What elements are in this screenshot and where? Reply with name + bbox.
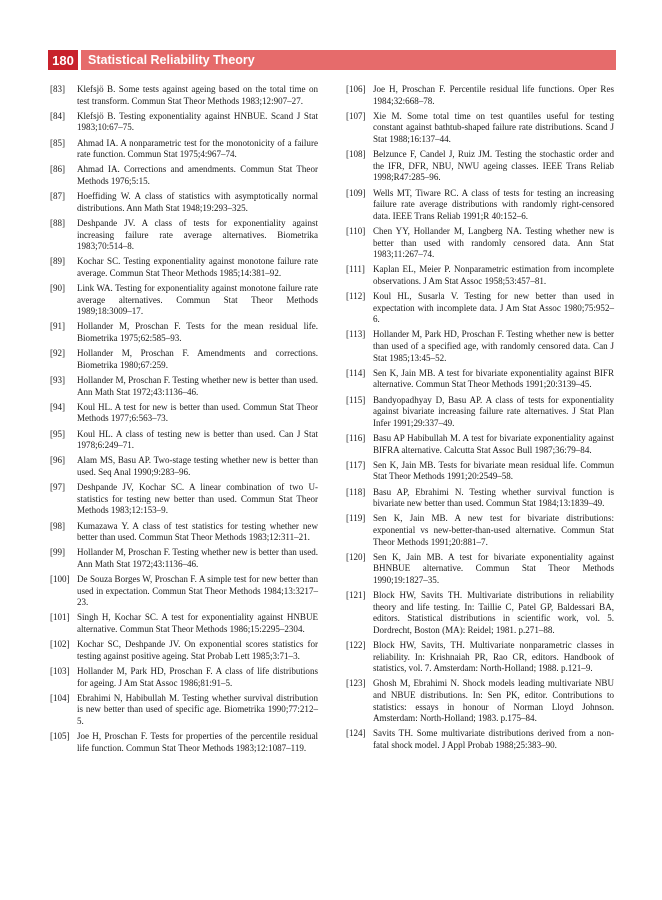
reference-text: Savits TH. Some multivariate distributions derived from a non-fatal shock model. J Appl Probab 1988;25:383–90. bbox=[373, 728, 614, 750]
reference-entry bbox=[50, 666, 318, 689]
reference-number: [101] bbox=[50, 612, 70, 623]
reference-text: Koul HL, Susarla V. Testing for new better than used in expectation with incomplete data. J Am Stat Assoc 1980;75:952–6. bbox=[373, 291, 614, 325]
reference-text: Ebrahimi N, Habibullah M. Testing whether survival distribution is new better than used of specific age. Biometrika 1990;77:212–5. bbox=[77, 692, 318, 726]
reference-text: Joe H, Proschan F. Tests for properties of the percentile residual life function. Commun Stat Theor Methods 1983;12:1087–119. bbox=[77, 731, 318, 753]
reference-text: Block HW, Savits, TH. Multivariate nonparametric classes in reliability. In: Krishnaiah PR, Rao CR, editors. Handbook of statistics, vol. 7. Amsterdam: North-Holland; 1988. p.121–9. bbox=[373, 640, 614, 674]
reference-text: Klefsjö B. Testing exponentiality against HNBUE. Scand J Stat 1983;10:67–75. bbox=[77, 110, 318, 133]
reference-text: Hollander M, Proschan F. Testing whether new is better than used. Ann Math Stat 1972;43:1136–46. bbox=[77, 375, 318, 397]
running-title: Statistical Reliability Theory bbox=[88, 53, 255, 67]
reference-entry bbox=[346, 149, 614, 184]
reference-number: [86] bbox=[50, 164, 66, 175]
reference-entry bbox=[346, 552, 614, 587]
reference-number: [92] bbox=[50, 348, 66, 359]
reference-text: Ahmad IA. A nonparametric test for the monotonicity of a failure rate function. Commun Stat 1975;4:967–74. bbox=[77, 137, 318, 160]
reference-number: [117] bbox=[346, 459, 366, 470]
reference-text: Hollander M, Proschan F. Testing whether new is better than used. Ann Math Stat 1972;43:1136–46. bbox=[77, 547, 318, 569]
reference-entry bbox=[50, 321, 318, 344]
reference-number: [99] bbox=[50, 547, 66, 558]
reference-text: Belzunce F, Candel J, Ruiz JM. Testing the stochastic order and the IFR, DFR, NBU, NWU ageing classes. IEEE Trans Reliab 1998;R47:285–96. bbox=[373, 149, 614, 183]
reference-number: [102] bbox=[50, 639, 70, 650]
reference-number: [112] bbox=[346, 291, 366, 302]
reference-entry bbox=[346, 728, 614, 751]
reference-entry bbox=[50, 574, 318, 609]
header-bar bbox=[81, 50, 616, 70]
reference-entry bbox=[346, 460, 614, 483]
reference-entry bbox=[50, 429, 318, 452]
reference-number: [116] bbox=[346, 432, 366, 443]
reference-text: Sen K, Jain MB. A new test for bivariate distributions: exponential vs new-better-than-used alternative. Commun Stat Theor Methods 1991;20:881–7. bbox=[373, 513, 614, 547]
reference-number: [83] bbox=[50, 84, 66, 94]
reference-text: Kumazawa Y. A class of test statistics for testing whether new better than used. Commun Stat Theor Methods 1983;12:311–21. bbox=[77, 520, 318, 543]
reference-entry bbox=[346, 111, 614, 146]
reference-text: Alam MS, Basu AP. Two-stage testing whether new is better than used. Seq Anal 1990;9:283–96. bbox=[77, 455, 318, 477]
reference-number: [85] bbox=[50, 137, 66, 148]
reference-number: [119] bbox=[346, 513, 366, 524]
reference-number: [109] bbox=[346, 187, 366, 198]
reference-text: Hollander M, Park HD, Proschan F. Testing whether new is better than used of a specified age, with randomly censored data. Can J Stat 1985;13:45–52. bbox=[373, 329, 614, 363]
reference-number: [118] bbox=[346, 486, 366, 497]
reference-text: De Souza Borges W, Proschan F. A simple test for new better than used in expectation. Commun Stat Theor Methods 1984;13:3217–23. bbox=[77, 574, 318, 608]
reference-number: [91] bbox=[50, 321, 66, 332]
reference-entry bbox=[346, 329, 614, 364]
reference-number: [84] bbox=[50, 110, 66, 121]
reference-number: [113] bbox=[346, 329, 366, 340]
reference-text: Hollander M, Proschan F. Amendments and corrections. Biometrika 1980;67:259. bbox=[77, 348, 318, 370]
reference-entry bbox=[50, 348, 318, 371]
reference-text: Sen K, Jain MB. A test for bivariate exponentiality against BHNBUE alternative. Commun Stat Theor Methods 1990;19:1827–35. bbox=[373, 551, 614, 585]
references-left-column bbox=[50, 84, 318, 758]
reference-text: Block HW, Savits TH. Multivariate distributions in reliability theory and life testing. In: Taillie C, Patel GP, Baldessari BA, editors. Statistical distributions in scientific work, vol. 5. Dordrecht, Boston (MA): Reidel; 1981. p.271–88. bbox=[373, 590, 614, 635]
reference-text: Bandyopadhyay D, Basu AP. A class of tests for exponentiality against bivariate increasing failure rate alternatives. J Stat Plan Infer 1991;29:337–49. bbox=[373, 394, 614, 428]
reference-text: Koul HL. A test for new is better than used. Commun Stat Theor Methods 1977;6:563–73. bbox=[77, 401, 318, 424]
reference-number: [90] bbox=[50, 283, 66, 294]
reference-text: Kaplan EL, Meier P. Nonparametric estimation from incomplete observations. J Am Stat Assoc 1958;53:457–81. bbox=[373, 264, 614, 286]
reference-text: Basu AP, Ebrahimi N. Testing whether survival function is bivariate new better than used. Commun Stat 1984;13:1839–49. bbox=[373, 486, 614, 509]
reference-entry bbox=[346, 678, 614, 724]
reference-number: [95] bbox=[50, 428, 66, 439]
reference-number: [105] bbox=[50, 731, 70, 742]
reference-entry bbox=[50, 191, 318, 214]
reference-number: [103] bbox=[50, 666, 70, 676]
reference-entry bbox=[50, 731, 318, 754]
reference-entry bbox=[50, 482, 318, 517]
reference-text: Link WA. Testing for exponentiality against monotone failure rate average alternatives. Commun Stat Theor Methods 1989;18:3009–17. bbox=[77, 283, 318, 317]
reference-number: [88] bbox=[50, 217, 66, 228]
reference-entry bbox=[346, 640, 614, 675]
reference-number: [89] bbox=[50, 256, 66, 267]
reference-entry bbox=[346, 487, 614, 510]
reference-text: Kochar SC. Testing exponentiality against monotone failure rate average. Commun Stat Theor Methods 1985;14:381–92. bbox=[77, 256, 318, 278]
reference-number: [108] bbox=[346, 149, 366, 160]
reference-text: Hoeffiding W. A class of statistics with asymptotically normal distributions. Ann Math Stat 1948;19:293–325. bbox=[77, 191, 318, 213]
reference-text: Sen K, Jain MB. Tests for bivariate mean residual life. Commun Stat Theor Methods 1991;20:2549–58. bbox=[373, 459, 614, 482]
reference-number: [123] bbox=[346, 678, 366, 689]
reference-text: Sen K, Jain MB. A test for bivariate exponentiality against BIFR alternative. Commun Stat Theor Methods 1991;20:3139–45. bbox=[373, 367, 614, 390]
reference-entry bbox=[50, 639, 318, 662]
reference-entry bbox=[50, 256, 318, 279]
reference-entry bbox=[50, 111, 318, 134]
reference-entry bbox=[50, 138, 318, 161]
reference-entry bbox=[50, 612, 318, 635]
reference-number: [87] bbox=[50, 191, 66, 202]
reference-entry bbox=[346, 590, 614, 636]
running-header bbox=[48, 50, 616, 70]
reference-number: [98] bbox=[50, 520, 66, 531]
reference-number: [110] bbox=[346, 225, 366, 236]
reference-number: [104] bbox=[50, 692, 70, 703]
reference-entry bbox=[346, 433, 614, 456]
reference-entry bbox=[50, 84, 318, 107]
reference-text: Hollander M, Proschan F. Tests for the mean residual life. Biometrika 1975;62:585–93. bbox=[77, 321, 318, 344]
reference-text: Ahmad IA. Corrections and amendments. Commun Stat Theor Methods 1976;5:15. bbox=[77, 164, 318, 186]
reference-text: Wells MT, Tiware RC. A class of tests for testing an increasing failure rate average distributions with randomly right-censored data. IEEE Trans Reliab 1991;R 40:152–6. bbox=[373, 187, 614, 221]
reference-number: [93] bbox=[50, 375, 66, 385]
reference-text: Xie M. Some total time on test quantiles useful for testing constant against bathtub-shaped failure rate distributions. Scand J Stat 1988;16:137–44. bbox=[373, 110, 614, 144]
reference-text: Basu AP Habibullah M. A test for bivariate exponentiality against BIFRA alternative. Calcutta Stat Assoc Bull 1987;36:79–84. bbox=[373, 432, 614, 455]
reference-entry bbox=[346, 188, 614, 223]
reference-number: [124] bbox=[346, 728, 366, 739]
reference-text: Singh H, Kochar SC. A test for exponentiality against HNBUE alternative. Commun Stat Theor Methods 1986;15:2295–2304. bbox=[77, 612, 318, 635]
reference-entry bbox=[50, 283, 318, 318]
reference-number: [115] bbox=[346, 394, 366, 405]
reference-number: [122] bbox=[346, 640, 366, 651]
reference-entry bbox=[50, 455, 318, 478]
reference-number: [120] bbox=[346, 551, 366, 562]
reference-text: Chen YY, Hollander M, Langberg NA. Testing whether new is better than used with randomly censored data. Ann Stat 1983;11:267–74. bbox=[373, 225, 614, 260]
reference-entry bbox=[346, 513, 614, 548]
reference-number: [114] bbox=[346, 367, 366, 378]
reference-number: [106] bbox=[346, 84, 366, 94]
reference-number: [111] bbox=[346, 264, 365, 275]
reference-entry bbox=[346, 84, 614, 107]
reference-entry bbox=[346, 264, 614, 287]
reference-text: Hollander M, Park HD, Proschan F. A class of life distributions for ageing. J Am Stat Assoc 1986;81:91–5. bbox=[77, 666, 318, 688]
reference-entry bbox=[346, 226, 614, 261]
reference-number: [97] bbox=[50, 482, 66, 493]
reference-entry bbox=[50, 164, 318, 187]
reference-entry bbox=[50, 402, 318, 425]
reference-entry bbox=[50, 521, 318, 544]
reference-entry bbox=[50, 693, 318, 728]
reference-number: [121] bbox=[346, 590, 366, 601]
reference-number: [96] bbox=[50, 455, 66, 466]
reference-entry bbox=[346, 368, 614, 391]
reference-text: Joe H, Proschan F. Percentile residual life functions. Oper Res 1984;32:668–78. bbox=[373, 84, 614, 106]
reference-entry bbox=[50, 375, 318, 398]
reference-number: [107] bbox=[346, 110, 366, 121]
reference-text: Klefsjö B. Some tests against ageing based on the total time on test transform. Commun Stat Theor Methods 1983;12:907–27. bbox=[77, 84, 318, 106]
reference-entry bbox=[50, 547, 318, 570]
reference-text: Kochar SC, Deshpande JV. On exponential scores statistics for testing against positive ageing. Stat Probab Lett 1985;3:71–3. bbox=[77, 639, 318, 661]
reference-text: Koul HL. A class of testing new is better than used. Can J Stat 1978;6:249–71. bbox=[77, 428, 318, 451]
reference-entry bbox=[346, 291, 614, 326]
reference-text: Deshpande JV. A class of tests for exponentiality against increasing failure rate average alternatives. Biometrika 1983;70:514–8. bbox=[77, 217, 318, 252]
reference-number: [94] bbox=[50, 401, 66, 412]
reference-entry bbox=[50, 218, 318, 253]
reference-entry bbox=[346, 395, 614, 430]
reference-text: Deshpande JV, Kochar SC. A linear combination of two U-statistics for testing new better than used. Commun Stat Theor Methods 1983;12:153–9. bbox=[77, 482, 318, 516]
reference-number: [100] bbox=[50, 574, 70, 585]
page-number: 180 bbox=[48, 50, 78, 70]
references-right-column bbox=[346, 84, 614, 755]
reference-text: Ghosh M, Ebrahimi N. Shock models leading multivariate NBU and NBUE distributions. In: Sen PK, editor. Contributions to statistics: essays in honour of Norman Lloyd Johnson. Amsterdam: North-Holland; 1983. p.175–84. bbox=[373, 678, 614, 724]
